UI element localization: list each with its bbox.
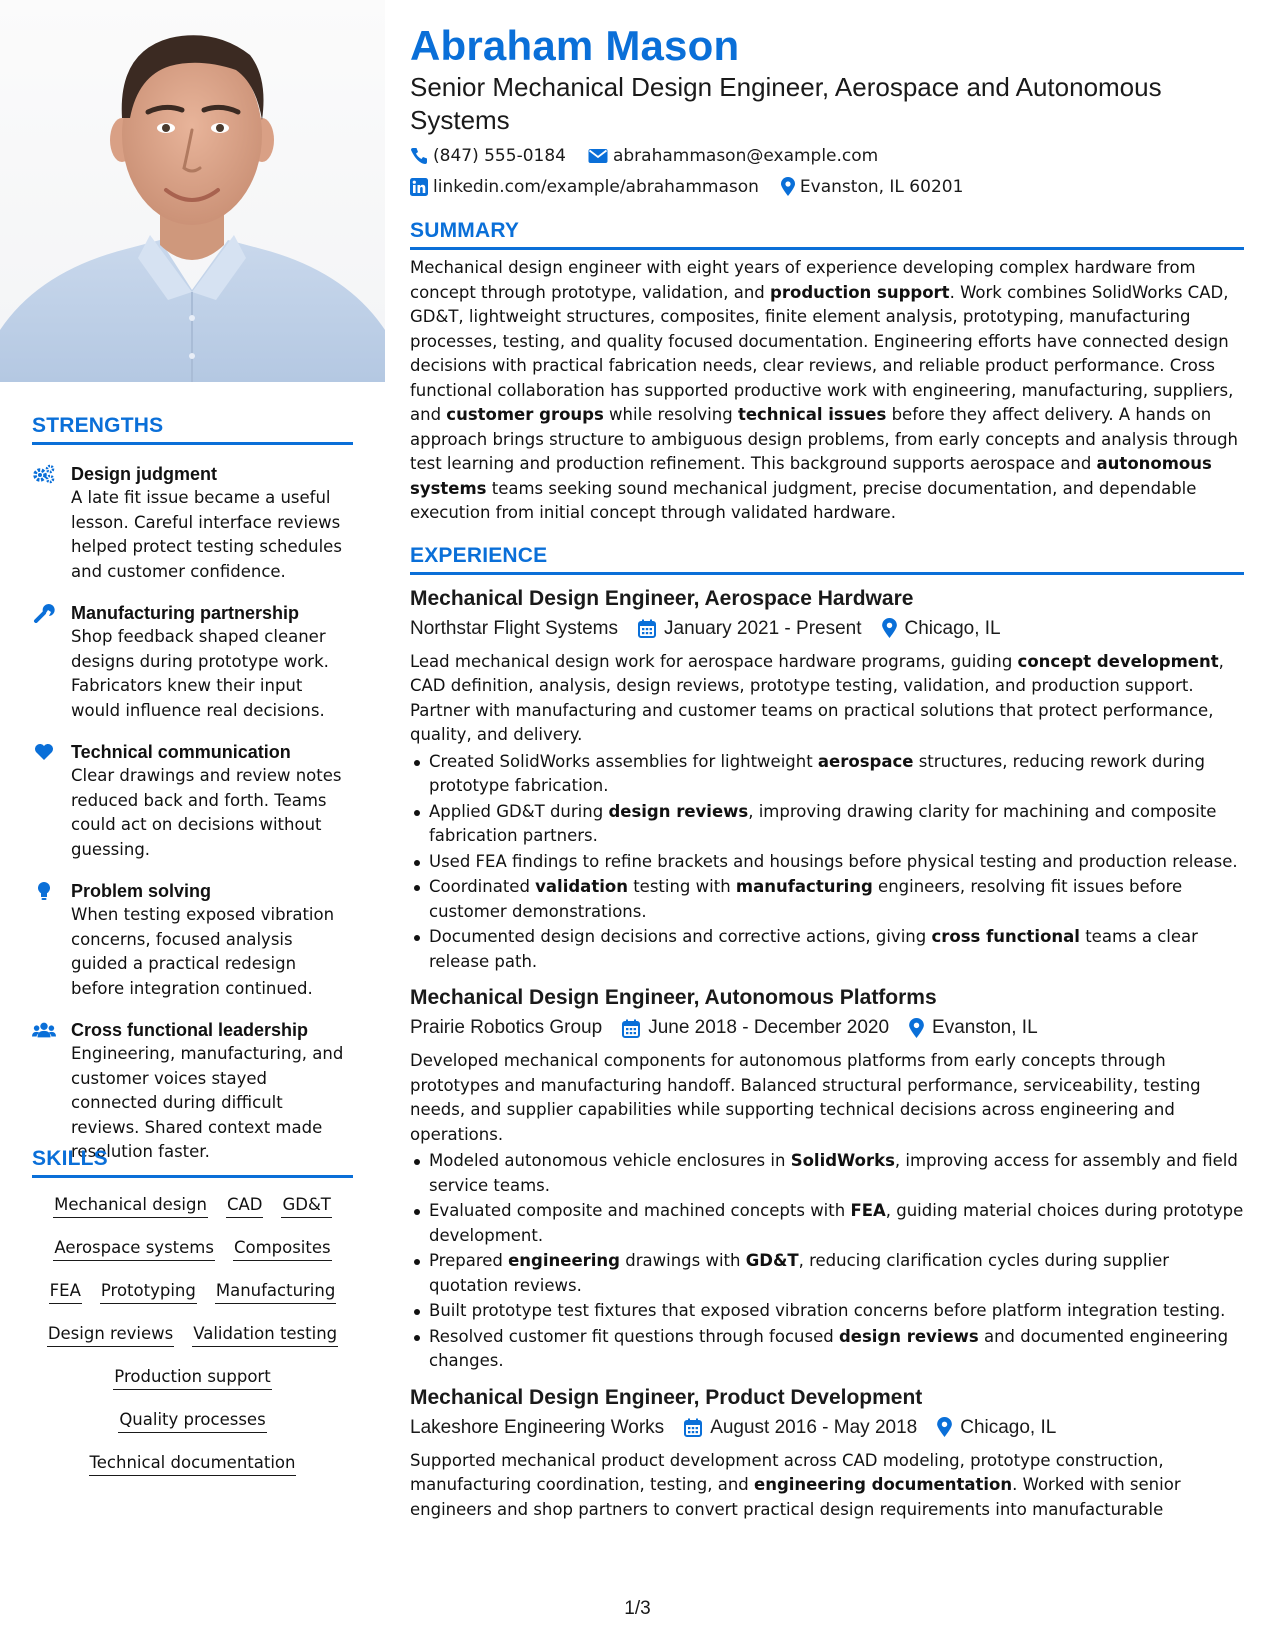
skills-divider (32, 1175, 353, 1178)
achievement-list (410, 1149, 1244, 1374)
bold-keyword: autonomous systems (410, 454, 1212, 498)
text-segment: , improving access for assembly and field service teams. (429, 1151, 1238, 1195)
page-number: 1/3 (624, 1598, 651, 1619)
text-segment: testing with (627, 877, 736, 896)
text-segment: before they affect delivery. A hands on approach brings structure to ambiguous design problems, from early concepts and analysis through test learning and production refinement. This background supports aerospace and (410, 405, 1238, 473)
text-segment: . Worked with senior engineers and shop partners to convert practical design requirements into manufacturable (410, 1475, 1181, 1519)
skill-row (32, 1450, 353, 1476)
text-segment: Mechanical design engineer with eight years of experience developing complex hardware from concept through prototype, validation, and (410, 258, 1196, 302)
job-entry (410, 1384, 1244, 1523)
profile-photo (0, 0, 385, 382)
text-segment: teams a clear release path. (429, 927, 1198, 971)
strength-text: A late fit issue became a useful lesson. Careful interface reviews helped protect testing schedules and customer confidence. (71, 488, 342, 581)
job-company (410, 1414, 664, 1442)
heart-icon (32, 742, 56, 762)
map-pin-icon (882, 618, 897, 639)
achievement-item (410, 1325, 1244, 1374)
bold-keyword: manufacturing (735, 877, 873, 896)
strength-text: Shop feedback shaped cleaner designs during prototype work. Fabricators knew their input would influence real decisions. (71, 627, 329, 720)
dates-text: January 2021 - Present (664, 617, 862, 639)
achievement-item (410, 850, 1244, 875)
job-description (410, 1049, 1244, 1147)
strength-text: Engineering, manufacturing, and customer voices stayed connected during difficult reviews. Shared context made resolution faster. (71, 1044, 344, 1161)
skill-row (32, 1321, 353, 1347)
phone-contact[interactable] (410, 144, 566, 168)
bold-keyword: FEA (850, 1201, 886, 1220)
skill-tag: Validation testing (192, 1321, 338, 1347)
summary-divider (410, 247, 1244, 250)
strength-item (32, 602, 353, 723)
bold-keyword: technical issues (737, 405, 887, 424)
company-name: Prairie Robotics Group (410, 1017, 603, 1038)
gears-icon (32, 464, 56, 484)
experience-divider (410, 572, 1244, 575)
skill-row (32, 1192, 353, 1218)
candidate-headline: Senior Mechanical Design Engineer, Aerospace and Autonomous Systems (410, 72, 1162, 135)
location-text: Chicago, IL (904, 617, 1001, 639)
bold-keyword: customer groups (446, 405, 604, 424)
job-title: Mechanical Design Engineer, Autonomous Platforms (410, 986, 937, 1009)
achievement-item (410, 875, 1244, 924)
lightbulb-icon (32, 881, 56, 901)
text-segment: drawings with (620, 1251, 746, 1270)
job-entry (410, 984, 1244, 1374)
text-segment: Coordinated (429, 877, 536, 896)
skill-row (32, 1407, 353, 1433)
job-meta (410, 1414, 1244, 1442)
strength-title: Design judgment (71, 464, 218, 484)
bold-keyword: engineering (508, 1251, 620, 1270)
skill-tag: Design reviews (47, 1321, 174, 1347)
job-title: Mechanical Design Engineer, Aerospace Hardware (410, 586, 914, 610)
email-contact[interactable] (588, 144, 878, 168)
strength-item (32, 741, 353, 862)
skills-section (32, 1147, 353, 1493)
summary-section (410, 219, 1244, 526)
achievement-list (410, 750, 1244, 975)
strengths-title: STRENGTHS (32, 414, 164, 437)
summary-title: SUMMARY (410, 219, 520, 242)
phone-icon (410, 147, 428, 165)
skill-tag: Technical documentation (89, 1450, 297, 1476)
text-segment: Evaluated composite and machined concepts with (429, 1201, 851, 1220)
email-address: abrahammason@example.com (612, 146, 879, 166)
strength-title: Cross functional leadership (71, 1020, 309, 1040)
bold-keyword: aerospace (817, 751, 914, 771)
skill-tag: Quality processes (118, 1407, 266, 1433)
contact-row (410, 175, 1244, 199)
skill-tag: Composites (233, 1235, 332, 1261)
job-description (410, 1449, 1244, 1523)
location-text: Chicago, IL (960, 1416, 1057, 1438)
text-segment: , guiding material choices during prototype development. (429, 1201, 1244, 1245)
bold-keyword: cross functional (931, 927, 1080, 946)
achievement-item (410, 925, 1244, 974)
strength-title: Technical communication (71, 742, 291, 762)
achievement-item (410, 1149, 1244, 1198)
strength-text: When testing exposed vibration concerns, focused analysis guided a practical redesign before integration continued. (71, 905, 335, 998)
achievement-item (410, 750, 1244, 799)
job-list (410, 585, 1244, 1523)
text-segment: , improving drawing clarity for machining and composite fabrication partners. (429, 801, 1217, 845)
text-segment: Used FEA findings to refine brackets and housings before physical testing and production release. (429, 851, 1238, 871)
location-contact (781, 175, 963, 199)
skills-title: SKILLS (32, 1147, 108, 1170)
text-segment: Modeled autonomous vehicle enclosures in (429, 1151, 791, 1170)
job-title: Mechanical Design Engineer, Product Development (410, 1385, 923, 1409)
achievement-item (410, 1249, 1244, 1298)
strength-item (32, 1019, 353, 1165)
bold-keyword: SolidWorks (790, 1151, 895, 1170)
envelope-icon (588, 148, 608, 164)
calendar-icon (622, 1019, 640, 1038)
job-location (937, 1414, 1056, 1442)
bold-keyword: engineering documentation (754, 1475, 1013, 1494)
job-meta (410, 1014, 1244, 1042)
text-segment: while resolving (603, 405, 738, 424)
text-segment: teams seeking sound mechanical judgment, precise documentation, and dependable execution from initial concept through validated hardware. (410, 478, 1197, 522)
text-segment: . Work combines SolidWorks CAD, GD&T, lightweight structures, composites, finite element analysis, prototyping, manufacturing processes, testing, and quality focused documentation. Engineering efforts have connected design decisions with practical fabrication needs, clear reviews, and reliable product performance. Cross functional collaboration has supported productive work with engineering, manufacturing, suppliers, and (410, 282, 1234, 424)
job-meta (410, 615, 1244, 643)
strength-item (32, 880, 353, 1001)
bold-keyword: design reviews (608, 801, 749, 821)
strength-title: Problem solving (71, 881, 212, 901)
text-segment: Built prototype test fixtures that exposed vibration concerns before platform integration testing. (429, 1301, 1226, 1320)
job-dates (684, 1414, 917, 1442)
text-segment: , CAD definition, analysis, design reviews, prototype testing, validation, and production support. Partner with manufacturing and customer teams on practical solutions that protect performance, quality, and delivery. (410, 651, 1224, 744)
contact-row (410, 144, 1244, 168)
skill-row (32, 1364, 353, 1390)
company-name: Lakeshore Engineering Works (410, 1416, 665, 1438)
skill-row (32, 1235, 353, 1261)
wrench-icon (32, 603, 56, 623)
text-segment: Prepared (429, 1251, 509, 1270)
job-company (410, 615, 618, 643)
skill-tag: FEA (49, 1278, 82, 1304)
linkedin-url: linkedin.com/example/abrahammason (433, 177, 759, 197)
candidate-name: Abraham Mason (410, 22, 740, 69)
map-pin-icon (909, 1018, 924, 1039)
calendar-icon (638, 619, 656, 638)
bold-keyword: concept development (1017, 651, 1219, 671)
experience-section (410, 544, 1244, 1523)
map-pin-icon (781, 177, 795, 197)
text-segment: Applied GD&T during (429, 801, 609, 821)
bold-keyword: validation (535, 877, 628, 896)
job-location (882, 615, 1001, 643)
bold-keyword: GD&T (745, 1251, 799, 1270)
job-location (909, 1014, 1038, 1042)
text-segment: Supported mechanical product development across CAD modeling, prototype construction, manufacturing coordination, testing, and (410, 1450, 1164, 1494)
text-segment: Created SolidWorks assemblies for lightweight (429, 751, 818, 771)
experience-title: EXPERIENCE (410, 543, 548, 567)
skills-list (32, 1192, 353, 1476)
linkedin-contact[interactable] (410, 175, 759, 199)
users-icon (32, 1020, 56, 1040)
skill-tag: GD&T (281, 1192, 331, 1218)
dates-text: August 2016 - May 2018 (710, 1416, 918, 1438)
skill-tag: Mechanical design (53, 1192, 208, 1218)
strength-item (32, 463, 353, 584)
skill-tag: Manufacturing (215, 1278, 336, 1304)
job-dates (622, 1014, 889, 1042)
skill-tag: Production support (113, 1364, 271, 1390)
skill-tag: CAD (226, 1192, 264, 1218)
text-segment: structures, reducing rework during prototype fabrication. (429, 751, 1205, 795)
job-description (410, 650, 1244, 748)
linkedin-icon (410, 178, 428, 196)
phone-number: (847) 555-0184 (433, 146, 566, 166)
text-segment: engineers, resolving fit issues before customer demonstrations. (429, 877, 1183, 921)
map-pin-icon (937, 1417, 952, 1438)
text-segment: Lead mechanical design work for aerospace hardware programs, guiding (410, 651, 1018, 671)
right-column (410, 22, 1244, 1522)
strength-title: Manufacturing partnership (71, 603, 300, 623)
company-name: Northstar Flight Systems (410, 617, 618, 639)
text-segment: Documented design decisions and corrective actions, giving (429, 927, 932, 946)
job-dates (638, 615, 862, 643)
strengths-section (32, 414, 353, 1165)
achievement-item (410, 1299, 1244, 1324)
skill-tag: Aerospace systems (53, 1235, 215, 1261)
location-text: Evanston, IL 60201 (799, 177, 964, 197)
text-segment: , reducing clarification cycles during supplier quotation reviews. (429, 1251, 1170, 1295)
bold-keyword: design reviews (838, 1326, 979, 1346)
calendar-icon (684, 1418, 702, 1437)
strength-text: Clear drawings and review notes reduced back and forth. Teams could act on decisions without guessing. (71, 766, 342, 859)
text-segment: and documented engineering changes. (429, 1326, 1229, 1370)
text-segment: Resolved customer fit questions through focused (429, 1326, 839, 1346)
text-segment: Developed mechanical components for autonomous platforms from early concepts through prototypes and manufacturing handoff. Balanced structural performance, serviceability, testing needs, and supplier capabilities while supporting technical decisions across engineering and operations. (410, 1051, 1201, 1144)
achievement-item (410, 800, 1244, 849)
achievement-item (410, 1199, 1244, 1248)
dates-text: June 2018 - December 2020 (648, 1017, 890, 1038)
job-company (410, 1014, 602, 1042)
bold-keyword: production support (770, 282, 950, 302)
left-column (0, 0, 385, 1650)
skill-tag: Prototyping (100, 1278, 197, 1304)
strengths-divider (32, 442, 353, 445)
location-text: Evanston, IL (932, 1017, 1038, 1038)
skill-row (32, 1278, 353, 1304)
job-entry (410, 585, 1244, 975)
summary-text (410, 256, 1244, 526)
